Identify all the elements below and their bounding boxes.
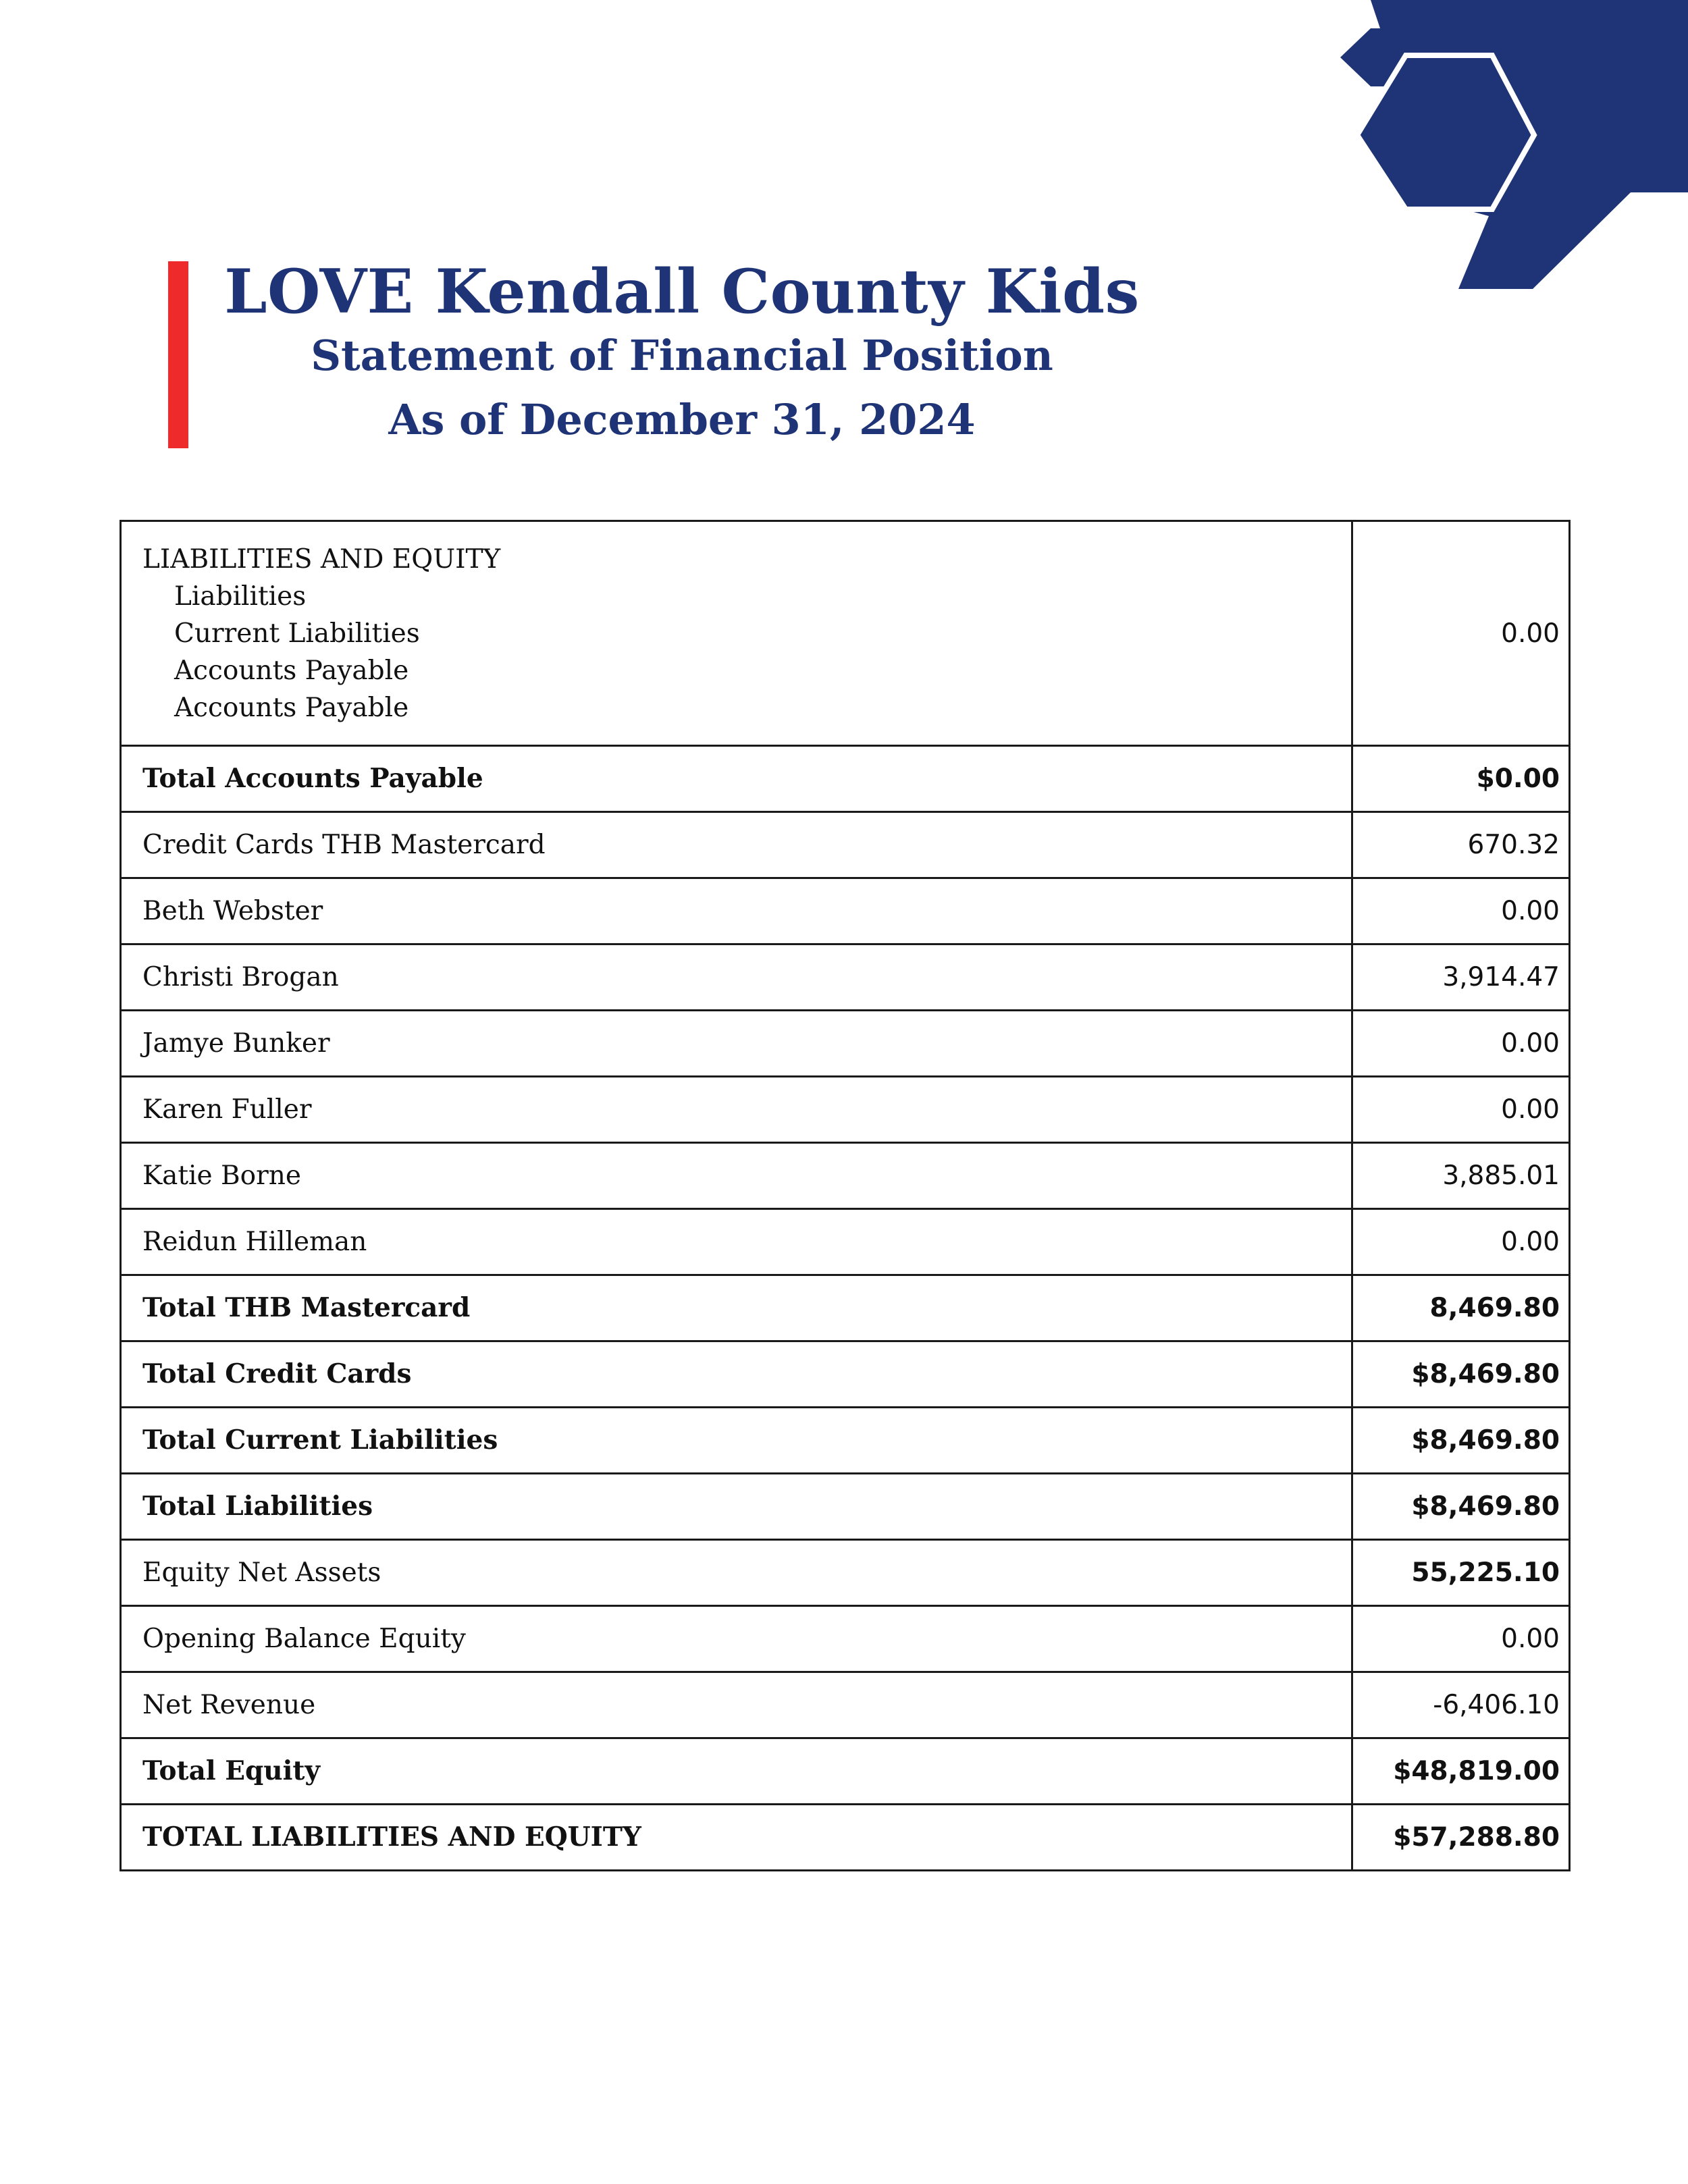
row-amount: $0.00 (1352, 746, 1570, 812)
table-row (121, 1408, 1570, 1474)
row-amount: $57,288.80 (1352, 1805, 1570, 1871)
row-label: Equity Net Assets (121, 1540, 1352, 1606)
table-row (121, 1606, 1570, 1672)
table-row (121, 878, 1570, 944)
row-amount: 55,225.10 (1352, 1540, 1570, 1606)
row-amount: 3,914.47 (1352, 944, 1570, 1011)
table-header-block (121, 521, 1570, 746)
row-label: Jamye Bunker (121, 1011, 1352, 1077)
row-label: Beth Webster (121, 878, 1352, 944)
subsection-heading: Liabilities (174, 581, 307, 612)
row-amount: $8,469.80 (1352, 1341, 1570, 1408)
header-block-amount: 0.00 (1352, 521, 1570, 746)
financial-table (120, 520, 1571, 1871)
table-row (121, 1077, 1570, 1143)
row-label: Total Credit Cards (121, 1341, 1352, 1408)
row-amount: 0.00 (1352, 1011, 1570, 1077)
table-row (121, 944, 1570, 1011)
table-row (121, 1275, 1570, 1341)
row-label: Credit Cards THB Mastercard (121, 812, 1352, 878)
row-amount: 0.00 (1352, 1209, 1570, 1275)
table-row (121, 746, 1570, 812)
row-label: Opening Balance Equity (121, 1606, 1352, 1672)
subsection-heading: Current Liabilities (174, 618, 420, 649)
row-label: Katie Borne (121, 1143, 1352, 1209)
table-row (121, 1540, 1570, 1606)
row-amount: 0.00 (1352, 1077, 1570, 1143)
row-amount: 3,885.01 (1352, 1143, 1570, 1209)
statement-title: Statement of Financial Position (311, 331, 1053, 380)
header-block-labels (121, 521, 1352, 746)
row-label: Total Current Liabilities (121, 1408, 1352, 1474)
table-row (121, 1143, 1570, 1209)
row-label: Total THB Mastercard (121, 1275, 1352, 1341)
row-label: TOTAL LIABILITIES AND EQUITY (121, 1805, 1352, 1871)
row-amount: $48,819.00 (1352, 1738, 1570, 1805)
row-label: Christi Brogan (121, 944, 1352, 1011)
table-row (121, 1341, 1570, 1408)
row-label: Net Revenue (121, 1672, 1352, 1738)
row-label: Karen Fuller (121, 1077, 1352, 1143)
table-row (121, 1474, 1570, 1540)
row-label: Reidun Hilleman (121, 1209, 1352, 1275)
row-amount: 8,469.80 (1352, 1275, 1570, 1341)
table-row (121, 1672, 1570, 1738)
section-heading: LIABILITIES AND EQUITY (142, 543, 501, 575)
row-label: Total Accounts Payable (121, 746, 1352, 812)
row-amount: $8,469.80 (1352, 1408, 1570, 1474)
statement-date: As of December 31, 2024 (388, 395, 976, 444)
table-row (121, 1011, 1570, 1077)
table-row (121, 1209, 1570, 1275)
subsection-heading: Accounts Payable (174, 655, 409, 686)
table-row (121, 1805, 1570, 1871)
row-label: Total Liabilities (121, 1474, 1352, 1540)
org-name: LOVE Kendall County Kids (224, 256, 1140, 327)
row-amount: 0.00 (1352, 878, 1570, 944)
table-row (121, 812, 1570, 878)
row-amount: $8,469.80 (1352, 1474, 1570, 1540)
row-amount: -6,406.10 (1352, 1672, 1570, 1738)
table-row (121, 1738, 1570, 1805)
row-amount: 0.00 (1352, 1606, 1570, 1672)
row-label: Total Equity (121, 1738, 1352, 1805)
subsection-heading: Accounts Payable (174, 692, 409, 723)
row-amount: 670.32 (1352, 812, 1570, 878)
